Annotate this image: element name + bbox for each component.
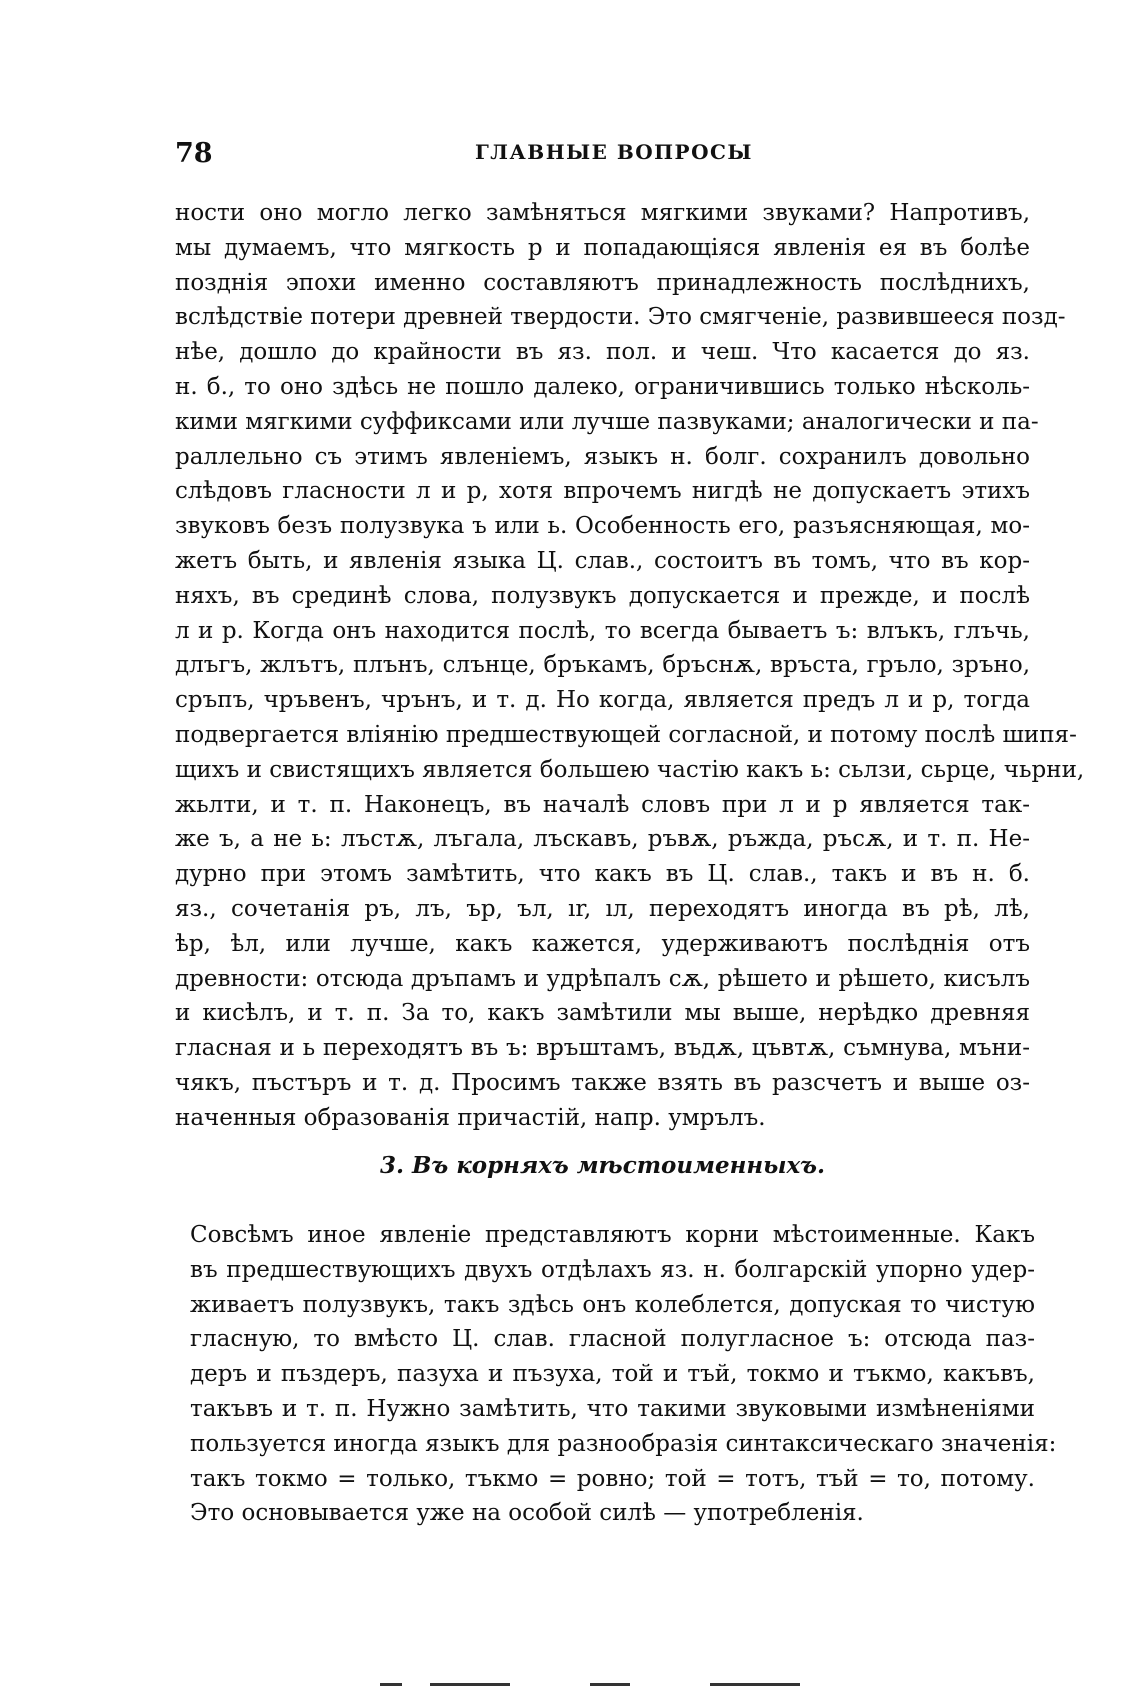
text-line: раллельно съ этимъ явленіемъ, языкъ н. болг. сохранилъ довольно [175,443,1030,470]
text-line: пользуется иногда языкъ для разнообразія синтаксическаго значенія: [190,1430,1057,1457]
text-line: и кисѣлъ, и т. п. За то, какъ замѣтили мы выше, нерѣдко древняя [175,1000,1030,1027]
paragraph-1 [175,196,1085,1136]
text-line: дурно при этомъ замѣтить, что какъ въ Ц. слав., такъ и въ н. б. [175,861,1030,888]
text-line: няхъ, въ срединѣ слова, полузвукъ допускается и прежде, и послѣ [175,582,1030,609]
text-line: жетъ быть, и явленія языка Ц. слав., состоитъ въ томъ, что въ кор- [175,547,1030,574]
text-line: Это основывается уже на особой силѣ — употребленія. [190,1500,864,1527]
text-line: деръ и пъздеръ, пазуха и пъзуха, той и тъй, токмо и тъкмо, какъвъ, [190,1361,1035,1388]
text-line: н. б., то оно здѣсь не пошло далеко, ограничившись только нѣсколь- [175,373,1030,400]
running-head [175,138,1030,174]
text-line: же ъ, а не ь: лъстѫ, лъгала, лъскавъ, ръвѫ, ръжда, ръсѫ, и т. п. Не- [175,826,1030,853]
text-line: такъ токмо = только, тъкмо = ровно; той = тотъ, тъй = то, потому. [190,1465,1035,1492]
text-line: длъгъ, жлътъ, плънъ, слънце, бръкамъ, бръснѫ, връста, гръло, зрънo, [175,652,1030,679]
paragraph-2 [190,1218,1057,1531]
page-title: ГЛАВНЫЕ ВОПРОСЫ [475,140,753,164]
text-line: л и р. Когда онъ находится послѣ, то всегда бываетъ ъ: влъкъ, глъчь, [175,617,1030,644]
text-line: Совсѣмъ иное явленіе представляютъ корни мѣстоименные. Какъ [190,1222,1035,1248]
text-line: кими мягкими суффиксами или лучше пазвуками; аналогически и па- [175,408,1039,435]
text-line: живаетъ полузвукъ, такъ здѣсь онъ колеблется, допуская то чистую [190,1291,1035,1318]
text-line: звуковъ безъ полузвука ъ или ь. Особенность его, разъясняющая, мо- [175,513,1030,540]
text-line: ности оно могло легко замѣняться мягкими звуками? Напротивъ, [175,200,1030,226]
text-line: сръпъ, чръвенъ, чрънъ, и т. д. Но когда, является предъ л и р, тогда [175,687,1030,714]
text-line: гласную, то вмѣсто Ц. слав. гласной полугласное ъ: отсюда паз- [190,1326,1035,1353]
text-line: чякъ, пъстъръ и т. д. Просимъ также взять въ разсчетъ и выше оз- [175,1069,1030,1096]
text-line: вслѣдствіе потери древней твердости. Это смягченіе, развившееся позд- [175,304,1066,331]
text-line: древности: отсюда дръпамъ и удрѣпалъ сѫ, рѣшето и рѣшето, кисълъ [175,965,1030,992]
text-line: такъвъ и т. п. Нужно замѣтить, что такими звуковыми измѣненіями [190,1395,1035,1422]
text-line: щихъ и свистящихъ является большею частію какъ ь: сьлзи, сьрце, чьрни, [175,756,1085,783]
text-line: позднія эпохи именно составляютъ принадлежность послѣднихъ, [175,269,1030,296]
text-line: жьлти, и т. п. Наконецъ, въ началѣ словъ при л и р является так- [175,791,1030,818]
text-line: наченныя образованія причастій, напр. умрълъ. [175,1104,766,1131]
text-line: подвергается вліянію предшествующей согласной, и потому послѣ шипя- [175,721,1077,748]
footer-marks [380,1683,800,1689]
text-line: гласная и ь переходятъ въ ъ: връштамъ, въдѫ, цъвтѫ, съмнува, мъни- [175,1035,1030,1062]
text-line: ѣр, ѣл, или лучше, какъ кажется, удерживаютъ послѣднія отъ [175,930,1030,957]
text-line: яз., сочетанія ръ, лъ, ър, ъл, ır, ıл, переходятъ иногда въ рѣ, лѣ, [175,895,1030,922]
text-line: слѣдовъ гласности л и р, хотя впрочемъ нигдѣ не допускаетъ этихъ [175,478,1030,505]
page-number: 78 [175,138,213,169]
text-line: мы думаемъ, что мягкость р и попадающіяся явленія ея въ болѣе [175,234,1030,261]
section-heading: 3. Въ корняхъ мѣстоименныхъ. [380,1152,825,1179]
text-line: въ предшествующихъ двухъ отдѣлахъ яз. н. болгарскій упорно удер- [190,1256,1035,1283]
text-line: нѣе, дошло до крайности въ яз. пол. и чеш. Что касается до яз. [175,339,1030,366]
